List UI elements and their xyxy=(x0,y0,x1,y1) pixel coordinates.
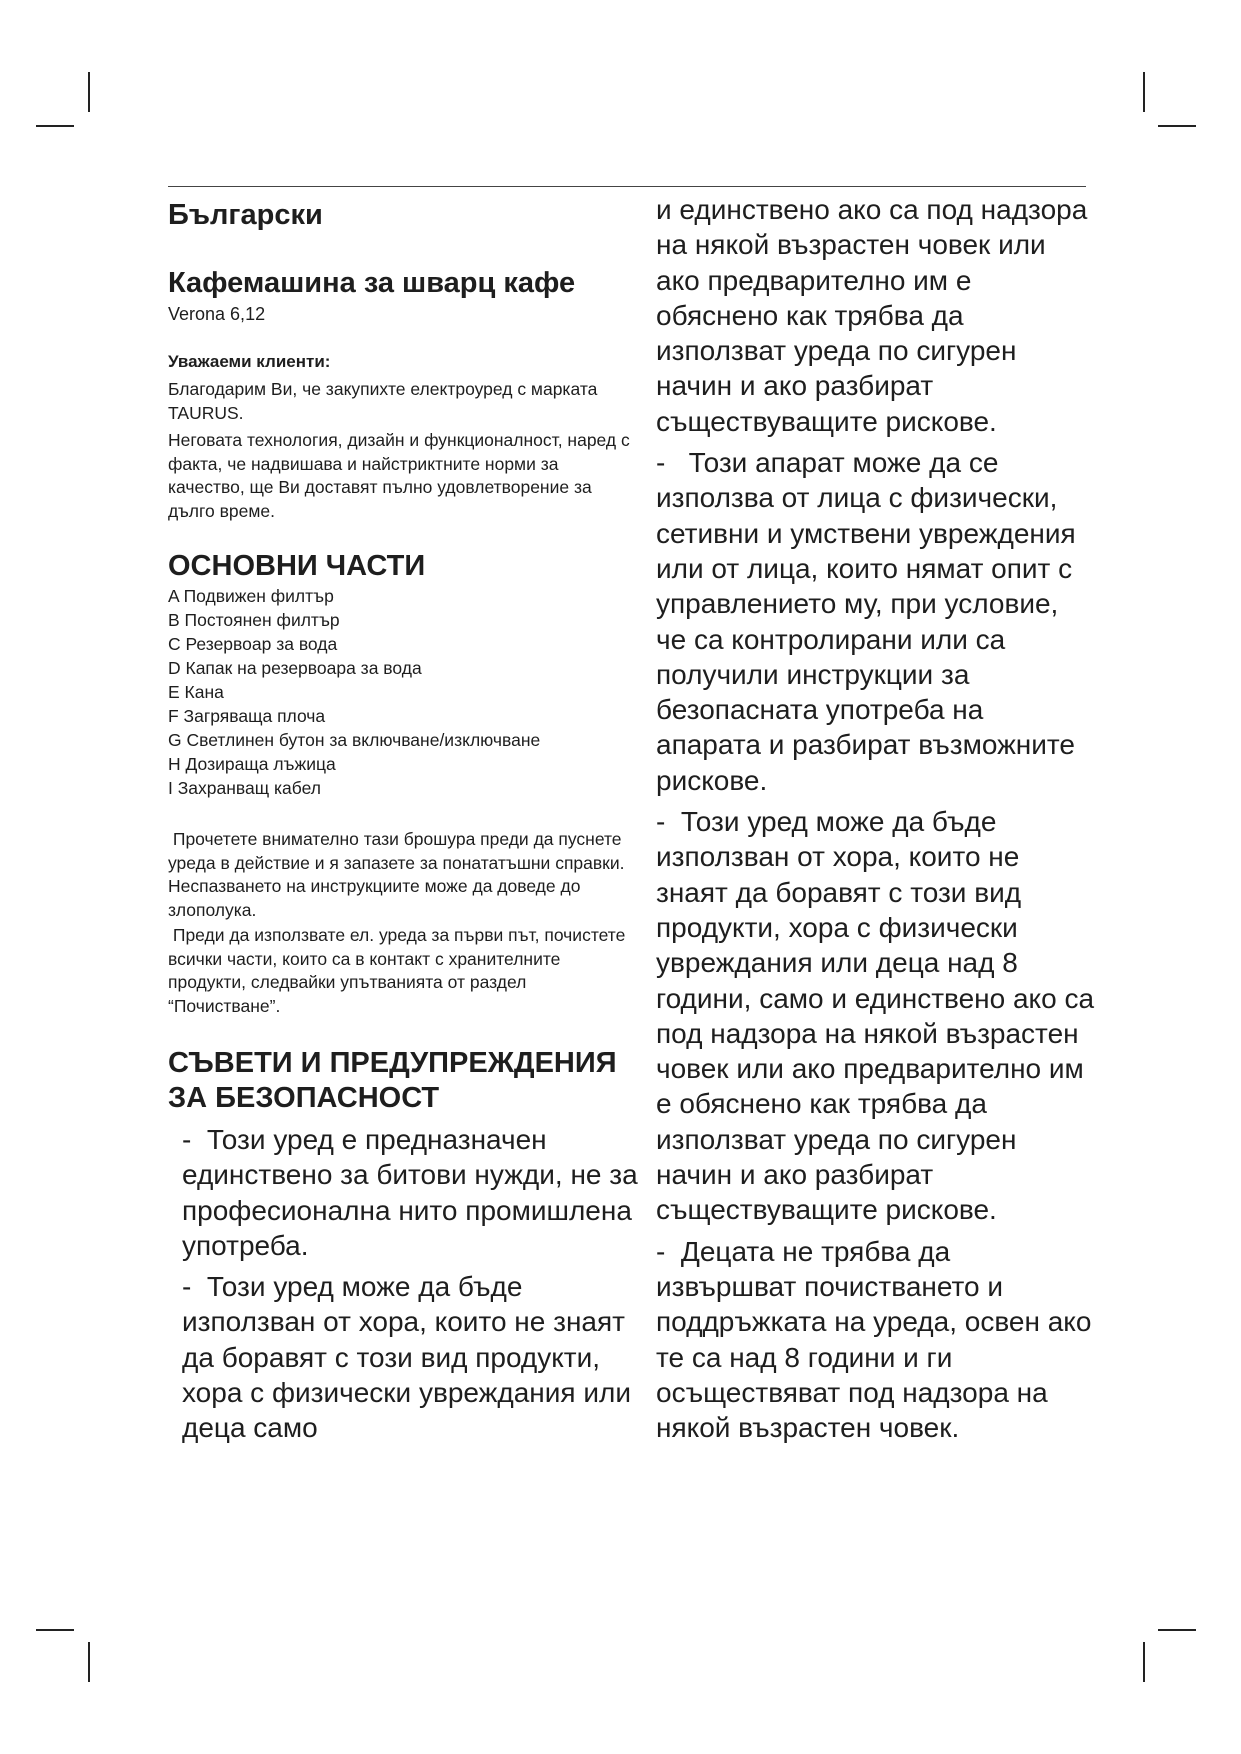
left-column xyxy=(168,196,646,1452)
crop-mark-top-right-vertical xyxy=(1143,72,1145,112)
intro-paragraph: Благодарим Ви, че закупихте електроуред с марката TAURUS. xyxy=(168,379,598,423)
notice-block xyxy=(168,828,638,1018)
notice-paragraph: Преди да използвате ел. уреда за първи път, почистете всички части, които са в контакт с хранителните продукти, следвайки упътванията от раздел “Почистване”. xyxy=(168,925,631,1016)
parts-list-item: A Подвижен филтър xyxy=(168,586,334,606)
crop-mark-bottom-right-horizontal xyxy=(1158,1629,1196,1631)
crop-mark-bottom-right-vertical xyxy=(1143,1642,1145,1682)
right-column xyxy=(656,194,1102,1451)
crop-mark-bottom-left-horizontal xyxy=(36,1629,74,1631)
parts-list-item: H Дозираща лъжица xyxy=(168,754,336,774)
parts-list-item: G Светлинен бутон за включване/изключване xyxy=(168,730,541,750)
model-name: Verona 6,12 xyxy=(168,304,266,324)
intro-paragraph: Неговата технология, дизайн и функционалност, наред с факта, че надвишава и найстриктните норми за качество, ще Ви доставят пълно удовлетворение за дълго време. xyxy=(168,430,630,521)
parts-list-item: B Постоянен филтър xyxy=(168,610,340,630)
safety-item: - Този уред може да бъде използван от хора, които не знаят да боравят с този вид продукти, хора с физически увреждания или деца само xyxy=(182,1271,639,1444)
safety-heading: СЪВЕТИ И ПРЕДУПРЕЖДЕНИЯ ЗА БЕЗОПАСНОСТ xyxy=(168,1047,617,1114)
safety-item: - Този уред може да бъде използван от хора, които не знаят да боравят с този вид продукти, хора с физически увреждания или деца над 8 години, само и единствено ако са под надзора на някой възрастен човек или ако предварително им е обяснено как трябва да използват уреда по сигурен начин и ако разбират съществуващите рискове. xyxy=(656,806,1102,1226)
crop-mark-top-right-horizontal xyxy=(1158,125,1196,127)
safety-item: - Този уред е предназначен единствено за битови нужди, не за професионална нито промишлена употреба. xyxy=(182,1124,646,1261)
safety-item: - Този апарат може да се използва от лица с физически, сетивни и умствени увреждения или от лица, които нямат опит с управлението му, при условие, че са контролирани или са получили инструкции за безопасната употреба на апарата и разбират възможните рискове. xyxy=(656,447,1084,796)
parts-list-item: E Кана xyxy=(168,682,224,702)
parts-heading: ОСНОВНИ ЧАСТИ xyxy=(168,550,426,582)
header-rule xyxy=(168,186,1086,187)
parts-list-item: D Капак на резервоара за вода xyxy=(168,658,422,678)
safety-item: - Децата не трябва да извършват почистването и поддръжката на уреда, освен ако те са над 8 години и ги осъществяват под надзора на някой възрастен човек. xyxy=(656,1235,1100,1444)
parts-list-item: C Резервоар за вода xyxy=(168,634,338,654)
crop-mark-top-left-horizontal xyxy=(36,125,74,127)
crop-mark-top-left-vertical xyxy=(88,72,90,112)
parts-list-item: I Захранващ кабел xyxy=(168,778,321,798)
parts-list xyxy=(168,584,638,800)
parts-list-item: F Загряваща плоча xyxy=(168,706,326,726)
notice-paragraph: Прочетете внимателно тази брошура преди да пуснете уреда в действие и я запазете за понататъшни справки. Неспазването на инструкциите може да доведе до злополука. xyxy=(168,829,630,920)
crop-mark-bottom-left-vertical xyxy=(88,1642,90,1682)
greeting: Уважаеми клиенти: xyxy=(168,352,331,371)
language-heading: Български xyxy=(168,199,323,231)
product-title: Кафемашина за шварц кафе xyxy=(168,267,576,299)
safety-item-continued: и единствено ако са под надзора на някой възрастен човек или ако предварително им е обяснено как трябва да използват уреда по сигурен начин и ако разбират съществуващите рискове. xyxy=(656,194,1096,437)
